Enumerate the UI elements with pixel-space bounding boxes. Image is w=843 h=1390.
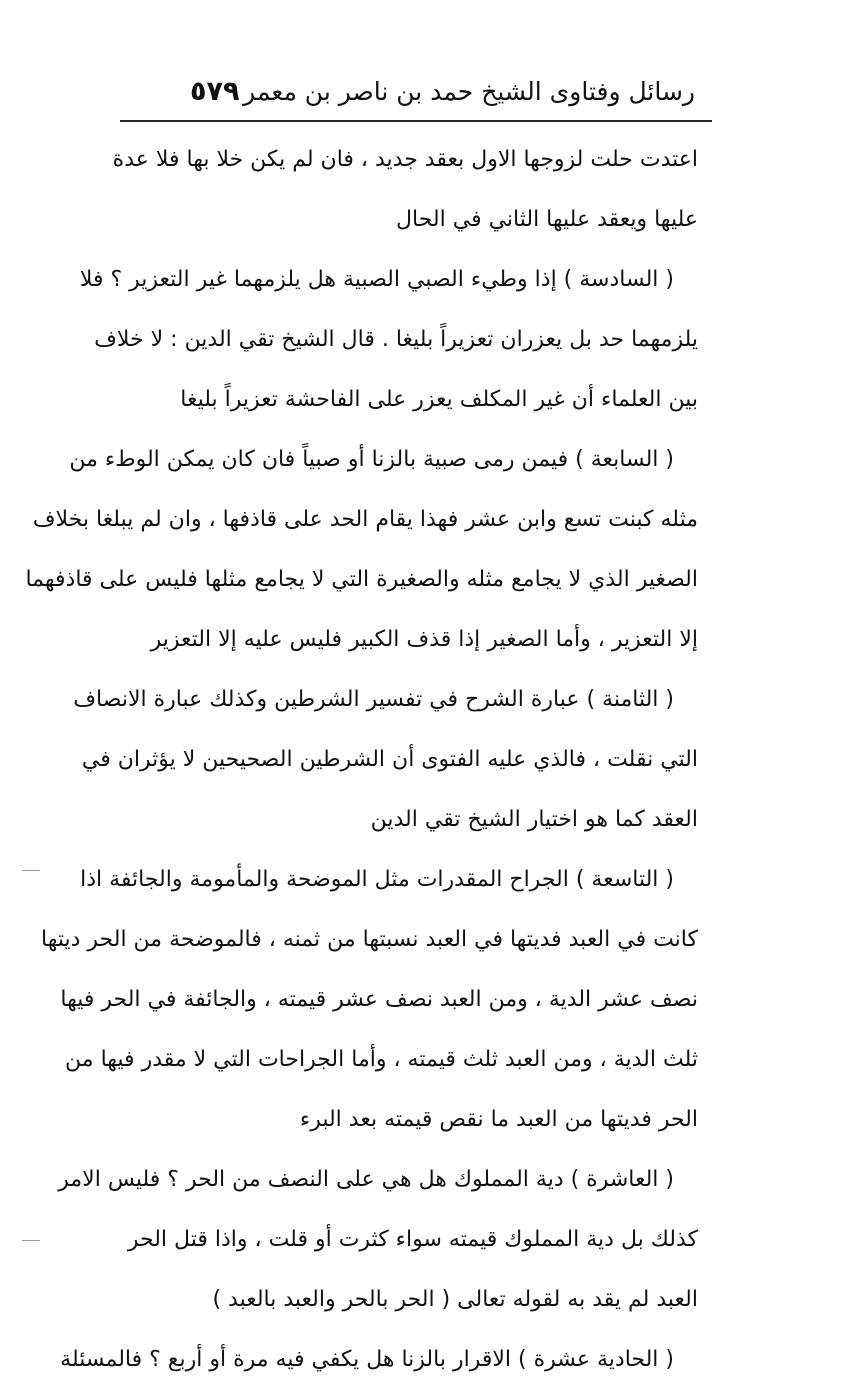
- text-line: العقد كما هو اختيار الشيخ تقي الدين: [370, 807, 698, 832]
- text-line: كذلك بل دية المملوك قيمته سواء كثرت أو قلت ، واذا قتل الحر: [127, 1227, 698, 1252]
- text-line: العبد لم يقد به لقوله تعالى ( الحر بالحر والعبد بالعبد ): [212, 1287, 698, 1312]
- text-line: عليها ويعقد عليها الثاني في الحال: [396, 207, 698, 232]
- text-line: كانت في العبد فديتها في العبد نسبتها من ثمنه ، فالموضحة من الحر ديتها: [41, 927, 698, 952]
- text-line: التي نقلت ، فالذي عليه الفتوى أن الشرطين الصحيحين لا يؤثران في: [81, 747, 698, 772]
- text-line: ( الثامنة ) عبارة الشرح في تفسير الشرطين وكذلك عبارة الانصاف: [73, 687, 674, 712]
- header-divider: [120, 120, 712, 122]
- running-title: رسائل وفتاوى الشيخ حمد بن ناصر بن معمر: [243, 77, 695, 106]
- text-line: نصف عشر الدية ، ومن العبد نصف عشر قيمته ، والجائفة في الحر فيها: [60, 987, 698, 1012]
- text-line: ( العاشرة ) دية المملوك هل هي على النصف من الحر ؟ فليس الامر: [58, 1167, 674, 1192]
- text-line: الصغير الذي لا يجامع مثله والصغيرة التي لا يجامع مثلها فليس على قاذفهما: [25, 567, 698, 592]
- margin-mark: [22, 870, 40, 871]
- text-line: إلا التعزير ، وأما الصغير إذا قذف الكبير فليس عليه إلا التعزير: [150, 627, 698, 652]
- body-text: [25, 130, 698, 1390]
- text-line: الحر فديتها من العبد ما نقص قيمته بعد البرء: [299, 1107, 698, 1132]
- text-line: ( السادسة ) إذا وطيء الصبي الصبية هل يلزمهما غير التعزير ؟ فلا: [79, 267, 674, 292]
- text-line: ( السابعة ) فيمن رمى صبية بالزنا أو صبياً فان كان يمكن الوطء من: [69, 447, 674, 472]
- text-line: ( التاسعة ) الجراح المقدرات مثل الموضحة والمأمومة والجائفة اذا: [80, 867, 674, 892]
- margin-mark: [22, 1240, 40, 1241]
- text-line: ثلث الدية ، ومن العبد ثلث قيمته ، وأما الجراحات التي لا مقدر فيها من: [65, 1047, 698, 1072]
- text-line: اعتدت حلت لزوجها الاول بعقد جديد ، فان لم يكن خلا بها فلا عدة: [112, 147, 698, 172]
- text-line: يلزمهما حد بل يعزران تعزيراً بليغا . قال الشيخ تقي الدين : لا خلاف: [94, 327, 698, 352]
- text-line: بين العلماء أن غير المكلف يعزر على الفاحشة تعزيراً بليغا: [180, 387, 698, 412]
- page-number: ٥٧٩: [190, 76, 240, 107]
- text-line: ( الحادية عشرة ) الاقرار بالزنا هل يكفي فيه مرة أو أربع ؟ فالمسئلة: [60, 1347, 674, 1372]
- page-header: [150, 72, 695, 112]
- text-line: مثله كبنت تسع وابن عشر فهذا يقام الحد على قاذفها ، وان لم يبلغا بخلاف: [32, 507, 698, 532]
